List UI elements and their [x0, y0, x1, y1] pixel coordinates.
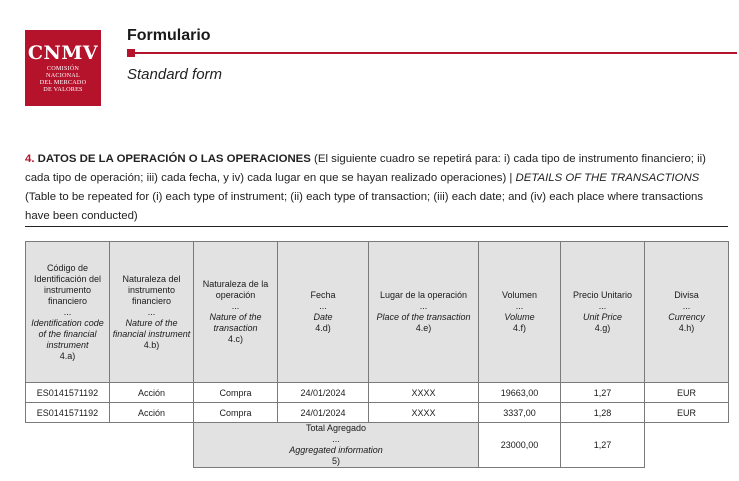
blank-cell	[645, 423, 729, 468]
cell-instrument-nature: Acción	[110, 403, 194, 423]
aggregate-label: Total Agregado ... Aggregated information 5)	[194, 423, 479, 468]
section-number: 4.	[25, 153, 35, 165]
section-4-description	[25, 150, 730, 226]
cell-place: XXXX	[369, 383, 479, 403]
logo-mark: CNMV	[27, 42, 99, 64]
logo-line: DE VALORES	[43, 86, 83, 93]
logo-line: COMISIÓN	[46, 65, 80, 72]
aggregate-price: 1,27	[561, 423, 645, 468]
cell-transaction-nature: Compra	[194, 403, 278, 423]
section-details-en: DETAILS OF THE TRANSACTIONS	[515, 172, 700, 184]
section-heading: DATOS DE LA OPERACIÓN O LAS OPERACIONES	[37, 153, 311, 165]
aggregate-volume: 23000,00	[479, 423, 561, 468]
blank-cell	[26, 423, 110, 468]
table-row	[26, 383, 729, 403]
cell-currency: EUR	[645, 383, 729, 403]
column-header-currency: Divisa ... Currency 4.h)	[645, 242, 729, 383]
column-header-volume: Volumen ... Volume 4.f)	[479, 242, 561, 383]
cell-unit-price: 1,28	[561, 403, 645, 423]
cell-volume: 3337,00	[479, 403, 561, 423]
blank-cell	[110, 423, 194, 468]
column-header-isin: Código de Identificación del instrumento financiero ... Identification code of the financial instrument 4.a)	[26, 242, 110, 383]
column-header-place: Lugar de la operación ... Place of the transaction 4.e)	[369, 242, 479, 383]
table-row	[26, 403, 729, 423]
transactions-table	[25, 241, 729, 468]
logo-line: DEL MERCADO	[39, 79, 87, 86]
cell-volume: 19663,00	[479, 383, 561, 403]
cell-date: 24/01/2024	[278, 383, 369, 403]
cell-date: 24/01/2024	[278, 403, 369, 423]
cell-currency: EUR	[645, 403, 729, 423]
cell-isin: ES0141571192	[26, 383, 110, 403]
table-header-row	[26, 242, 729, 383]
column-header-transaction-nature: Naturaleza de la operación ... Nature of the transaction 4.c)	[194, 242, 278, 383]
page-title: Formulario	[127, 27, 211, 44]
cell-place: XXXX	[369, 403, 479, 423]
cell-unit-price: 1,27	[561, 383, 645, 403]
column-header-date: Fecha ... Date 4.d)	[278, 242, 369, 383]
column-header-unit-price: Precio Unitario ... Unit Price 4.g)	[561, 242, 645, 383]
section-divider	[25, 226, 728, 227]
cnmv-logo	[25, 30, 101, 106]
section-text-en: (Table to be repeated for (i) each type of instrument; (ii) each type of transaction; (iii) each date; and (iv) each place where transactions have been conducted)	[25, 191, 704, 222]
column-header-instrument-nature: Naturaleza del instrumento financiero ... Nature of the financial instrument 4.b)	[110, 242, 194, 383]
title-accent-square	[127, 49, 135, 57]
logo-subtext	[40, 65, 87, 93]
section-text-es: (El siguiente cuadro se repetirá para: i) cada tipo de instrumento financiero; ii) cada tipo de operación; iii) cada fecha, y iv) cada lugar en que se hayan realizado operaciones) |	[25, 153, 706, 184]
cell-instrument-nature: Acción	[110, 383, 194, 403]
cell-transaction-nature: Compra	[194, 383, 278, 403]
logo-line: NACIONAL	[46, 72, 80, 79]
aggregate-row	[26, 423, 729, 468]
page-subtitle: Standard form	[127, 66, 223, 83]
cell-isin: ES0141571192	[26, 403, 110, 423]
title-divider	[127, 52, 737, 54]
